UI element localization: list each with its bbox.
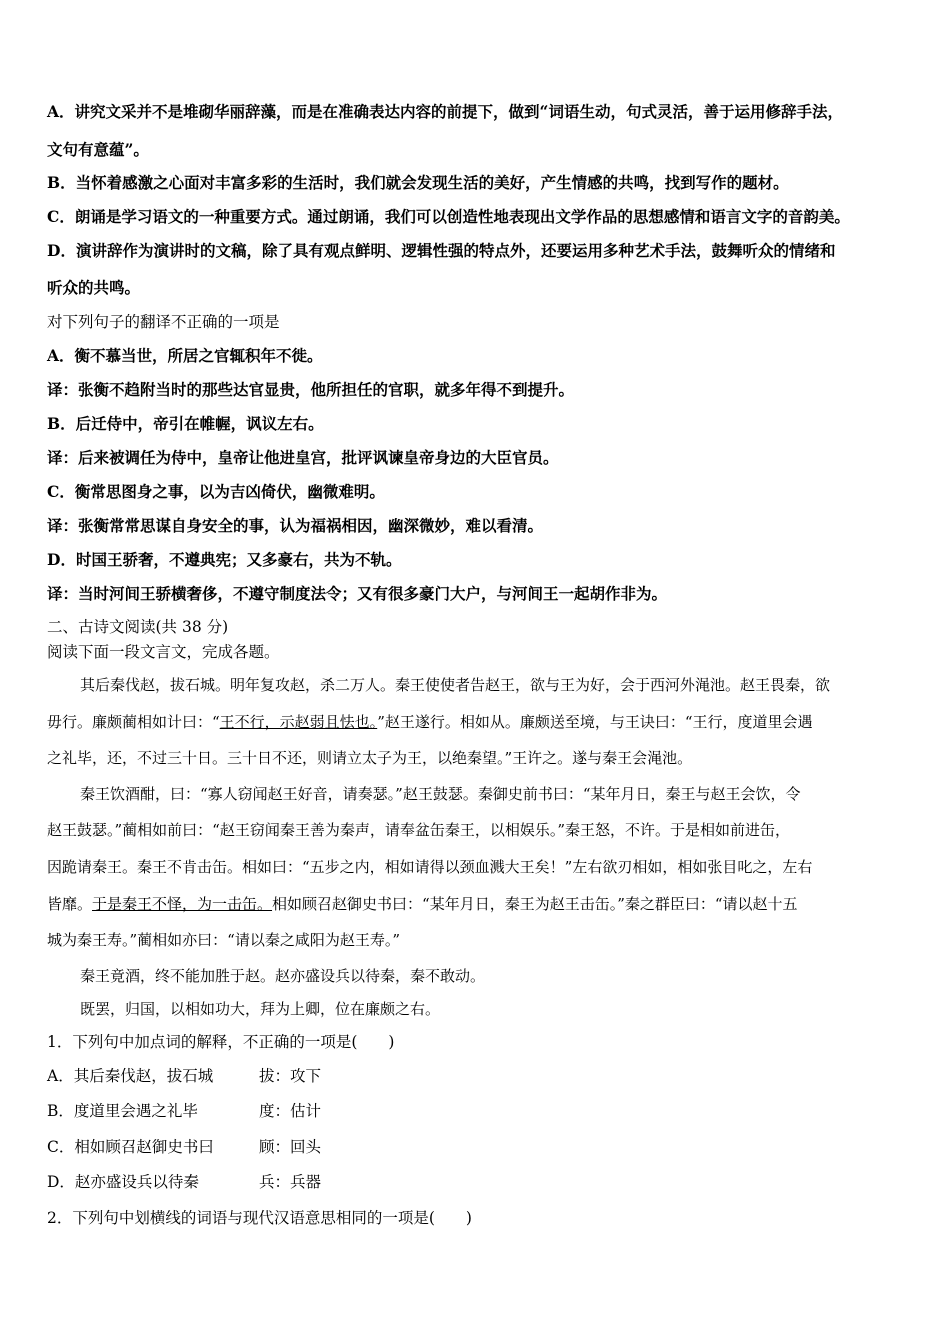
- option-b: B．当怀着感激之心面对丰富多彩的生活时，我们就会发现生活的美好，产生情感的共鸣，找到写作的题材。: [47, 173, 789, 192]
- passage-p1-line2-a: 毋行。廉颇蔺相如计曰：“: [47, 713, 220, 731]
- section-heading: 二、古诗文阅读(共 38 分): [47, 618, 229, 636]
- translation-option-c: C．衡常思图身之事，以为吉凶倚伏，幽微难明。: [47, 482, 385, 501]
- passage-p2-line1: 秦王饮酒酣，曰：“寡人窃闻赵王好音，请奏瑟。”赵王鼓瑟。秦御史前书曰：“某年月日，秦王与赵王会饮，令: [80, 785, 801, 803]
- translation-question-stem: 对下列句子的翻译不正确的一项是: [47, 313, 280, 331]
- translation-option-b-trans: 译：后来被调任为侍中，皇帝让他进皇宫，批评讽谏皇帝身边的大臣官员。: [47, 448, 559, 467]
- passage-underlined-2: 于是秦王不怿，为一击缶。: [92, 895, 273, 913]
- translation-option-b: B．后迁侍中，帝引在帷幄，讽议左右。: [47, 414, 324, 433]
- q1-option-b-sentence: B．度道里会遇之礼毕: [47, 1102, 198, 1120]
- passage-p2-line4-b: 相如顾召赵御史书曰：“某年月日，秦王为赵王击缶。”秦之群臣曰：“请以赵十五: [272, 895, 798, 913]
- passage-p4: 既罢，归国，以相如功大，拜为上卿，位在廉颇之右。: [80, 1000, 441, 1018]
- option-a-line1: A．讲究文采并不是堆砌华丽辞藻，而是在准确表达内容的前提下，做到“词语生动，句式灵活，善于运用修辞手法，: [47, 102, 843, 121]
- option-d-line1: D．演讲辞作为演讲时的文稿，除了具有观点鲜明、逻辑性强的特点外，还要运用多种艺术手法，鼓舞听众的情绪和: [47, 241, 836, 260]
- translation-option-d: D．时国王骄奢，不遵典宪；又多豪右，共为不轨。: [47, 550, 402, 569]
- q1-option-c-gloss: 顾：回头: [259, 1138, 322, 1156]
- q1-stem: 1．下列句中加点词的解释，不正确的一项是( ): [47, 1033, 395, 1051]
- passage-underlined-1: 王不行，示赵弱且怯也。: [219, 713, 378, 731]
- section-instruction: 阅读下面一段文言文，完成各题。: [47, 643, 280, 661]
- q1-option-c-sentence: C．相如顾召赵御史书曰: [47, 1138, 214, 1156]
- passage-p2-line2: 赵王鼓瑟。”蔺相如前曰：“赵王窃闻秦王善为秦声，请奉盆缶秦王，以相娱乐。”秦王怒，不许。于是相如前进缶，: [47, 821, 791, 839]
- passage-p2-line4-a: 皆靡。: [47, 895, 93, 913]
- passage-p2-line5: 城为秦王寿。”蔺相如亦曰：“请以秦之咸阳为赵王寿。”: [47, 931, 401, 949]
- translation-option-a: A．衡不慕当世，所居之官辄积年不徙。: [47, 346, 323, 365]
- passage-p1-line2: [47, 712, 813, 732]
- q1-option-a-sentence: A．其后秦伐赵，拔石城: [47, 1067, 214, 1085]
- option-c: C．朗诵是学习语文的一种重要方式。通过朗诵，我们可以创造性地表现出文学作品的思想感情和语言文字的音韵美。: [47, 207, 850, 226]
- passage-p1-line3: 之礼毕，还，不过三十日。三十日不还，则请立太子为王，以绝秦望。”王许之。遂与秦王会渑池。: [47, 749, 693, 767]
- q1-option-b-gloss: 度：估计: [259, 1102, 322, 1120]
- passage-p2-line3: 因跪请秦王。秦王不肯击缶。相如曰：“五步之内，相如请得以颈血溅大王矣！”左右欲刃相如，相如张目叱之，左右: [47, 858, 813, 876]
- option-d-line2: 听众的共鸣。: [47, 278, 141, 297]
- q1-option-d: [47, 1172, 322, 1192]
- q1-option-b: [47, 1101, 322, 1121]
- passage-p3: 秦王竟酒，终不能加胜于赵。赵亦盛设兵以待秦，秦不敢动。: [80, 967, 486, 985]
- translation-option-a-trans: 译：张衡不趋附当时的那些达官显贵，他所担任的官职，就多年得不到提升。: [47, 380, 575, 399]
- q1-option-d-sentence: D．赵亦盛设兵以待秦: [47, 1173, 199, 1191]
- passage-p2-line4: [47, 894, 798, 914]
- translation-option-d-trans: 译：当时河间王骄横奢侈，不遵守制度法令；又有很多豪门大户，与河间王一起胡作非为。: [47, 584, 668, 603]
- q1-option-a-gloss: 拔：攻下: [259, 1067, 322, 1085]
- passage-p1-line2-b: ”赵王遂行。相如从。廉颇送至境，与王诀曰：“王行，度道里会遇: [377, 713, 813, 731]
- q2-stem: 2．下列句中划横线的词语与现代汉语意思相同的一项是( ): [47, 1209, 472, 1227]
- passage-p1-line1: 其后秦伐赵，拔石城。明年复攻赵，杀二万人。秦王使使者告赵王，欲与王为好，会于西河外渑池。赵王畏秦，欲: [80, 676, 831, 694]
- q1-option-a: [47, 1066, 322, 1086]
- option-a-line2: 文句有意蕴”。: [47, 140, 149, 159]
- q1-option-d-gloss: 兵：兵器: [259, 1173, 322, 1191]
- q1-option-c: [47, 1137, 322, 1157]
- translation-option-c-trans: 译：张衡常常思谋自身安全的事，认为福祸相因，幽深微妙，难以看清。: [47, 516, 544, 535]
